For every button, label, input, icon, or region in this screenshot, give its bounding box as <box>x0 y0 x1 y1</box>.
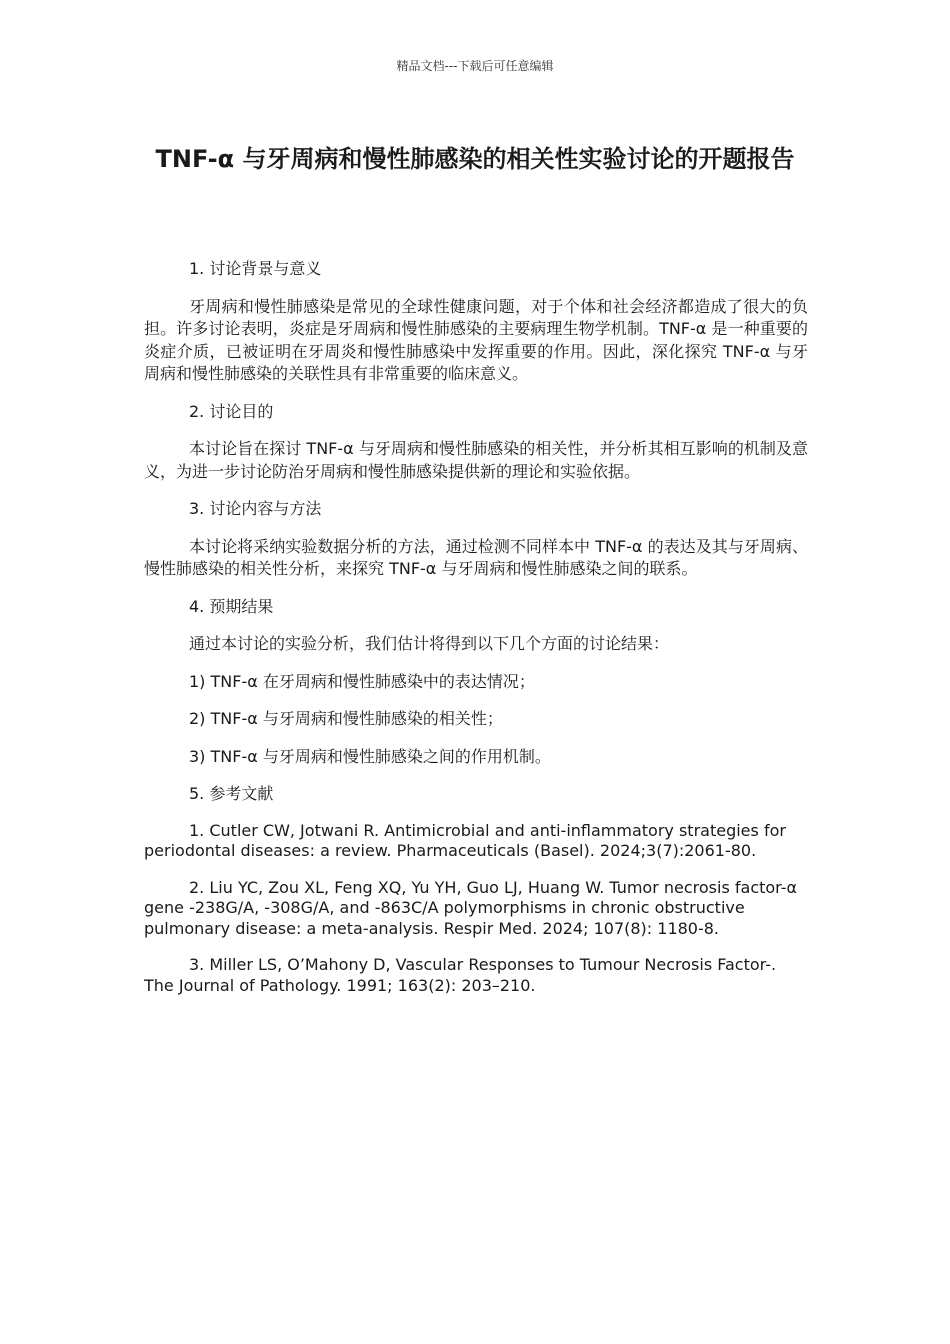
expected-result-item: 3) TNF-α 与牙周病和慢性肺感染之间的作用机制。 <box>189 746 551 766</box>
background-paragraph: 牙周病和慢性肺感染是常见的全球性健康问题，对于个体和社会经济都造成了很大的负担。许多讨论表明，炎症是牙周病和慢性肺感染的主要病理生物学机制。TNF-α 是一种重要的炎症介质，已被证明在牙周炎和慢性肺感染中发挥重要的作用。因此，深化探究 TNF-α 与牙周病和慢性肺感染的关联性具有非常重要的临床意义。 <box>144 296 808 383</box>
section-heading-background: 1. 讨论背景与意义 <box>189 259 322 278</box>
section-heading-expected-results: 4. 预期结果 <box>189 596 274 616</box>
reference-item: 1. Cutler CW, Jotwani R. Antimicrobial and anti-inflammatory strategies for periodontal diseases: a review. Pharmaceuticals (Basel). 2024;3(7):2061-80. <box>144 820 786 860</box>
section-heading-references: 5. 参考文献 <box>189 784 274 803</box>
document-title: TNF-α 与牙周病和慢性肺感染的相关性实验讨论的开题报告 <box>155 145 795 173</box>
document-body <box>144 258 808 1012</box>
expected-result-item: 2) TNF-α 与牙周病和慢性肺感染的相关性； <box>189 709 503 728</box>
purpose-paragraph: 本讨论旨在探讨 TNF-α 与牙周病和慢性肺感染的相关性，并分析其相互影响的机制及意义，为进一步讨论防治牙周病和慢性肺感染提供新的理论和实验依据。 <box>144 439 808 481</box>
section-heading-methods: 3. 讨论内容与方法 <box>189 499 322 518</box>
reference-item: 2. Liu YC, Zou XL, Feng XQ, Yu YH, Guo LJ, Huang W. Tumor necrosis factor-α gene -238G/A, -308G/A, and -863C/A polymorphisms in chronic obstructive pulmonary disease: a meta-analysis. Respir Med. 2024; 107(8): 1180-8. <box>144 877 798 938</box>
expected-results-intro: 通过本讨论的实验分析，我们估计将得到以下几个方面的讨论结果： <box>189 634 670 653</box>
section-heading-purpose: 2. 讨论目的 <box>189 401 274 421</box>
methods-paragraph: 本讨论将采纳实验数据分析的方法，通过检测不同样本中 TNF-α 的表达及其与牙周病、慢性肺感染的相关性分析，来探究 TNF-α 与牙周病和慢性肺感染之间的联系。 <box>144 536 808 578</box>
reference-item: 3. Miller LS, O’Mahony D, Vascular Responses to Tumour Necrosis Factor-. The Journal of Pathology. 1991; 163(2): 203–210. <box>144 955 777 995</box>
page-header-watermark: 精品文档---下载后可任意编辑 <box>396 59 554 73</box>
expected-result-item: 1) TNF-α 在牙周病和慢性肺感染中的表达情况； <box>189 671 535 691</box>
